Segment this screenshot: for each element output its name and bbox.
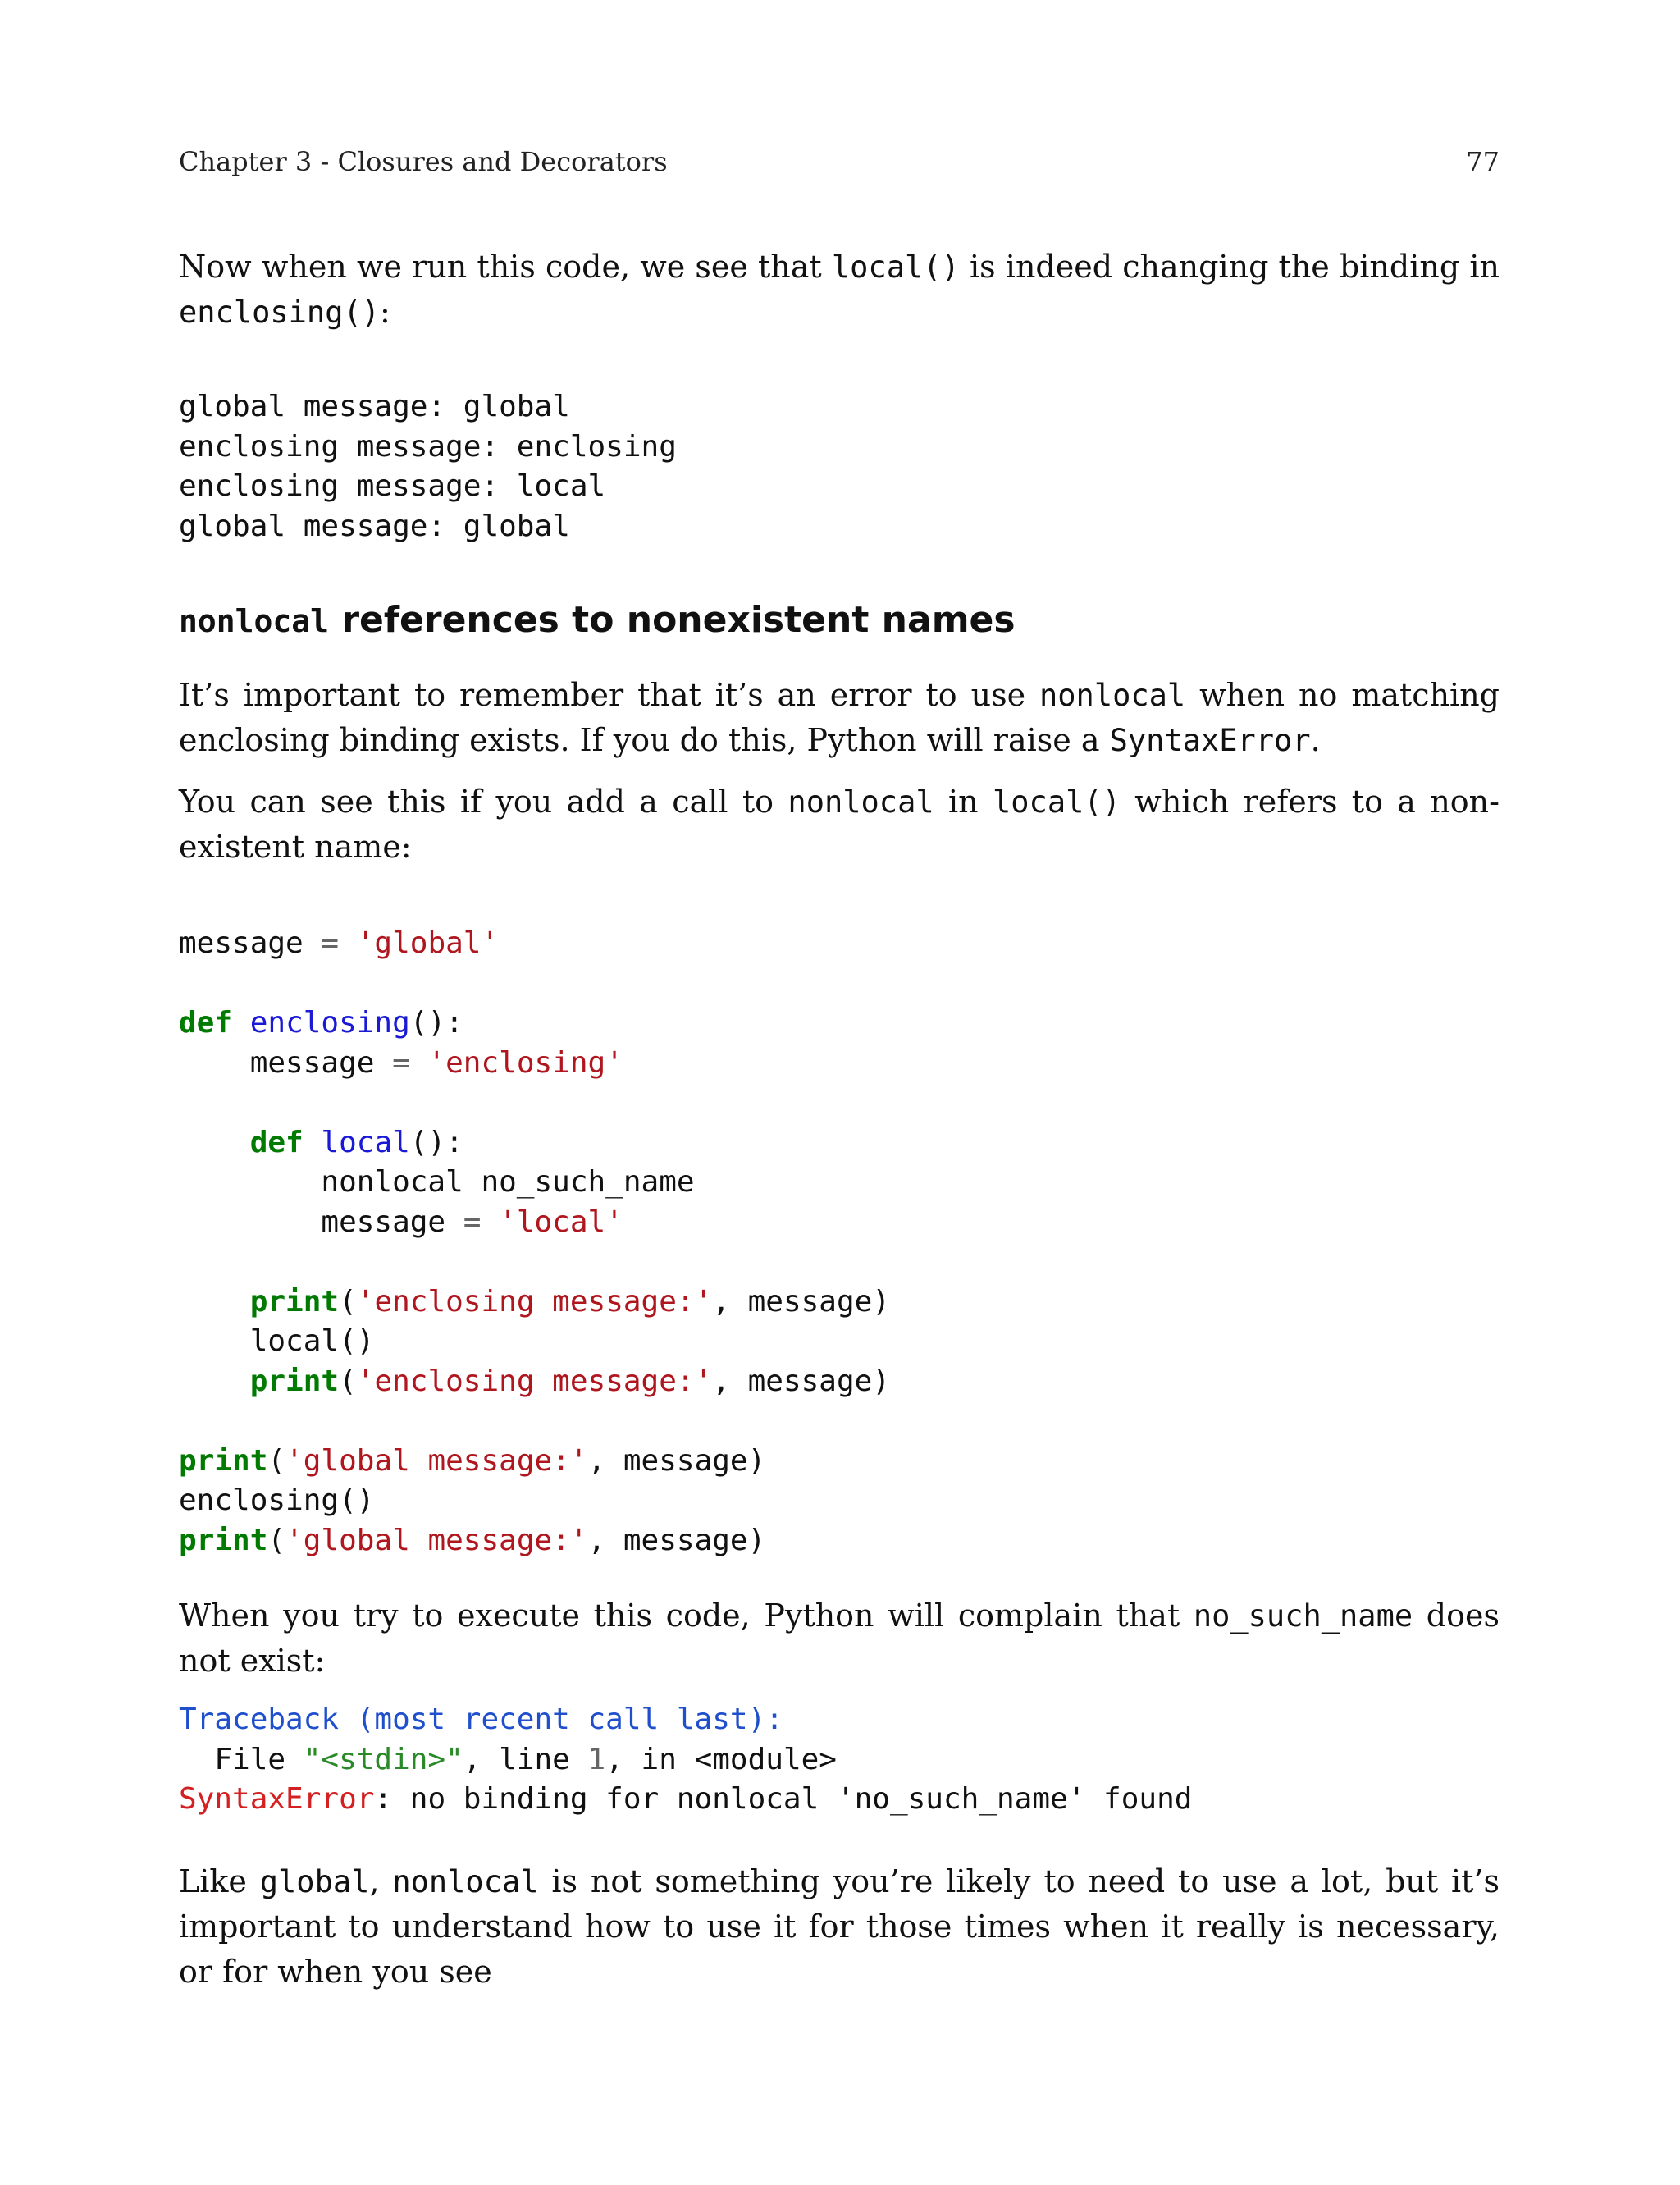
text-run: Now when we run this code, we see that	[179, 249, 832, 285]
heading-text: references to nonexistent names	[329, 599, 1016, 641]
traceback-file-line: File "<stdin>", line 1, in <module>	[179, 1742, 837, 1776]
text-run: is indeed changing the binding in	[959, 249, 1500, 285]
python-code-block	[179, 924, 890, 1561]
inline-code: local()	[993, 784, 1121, 820]
code-line: message = 'global'	[179, 926, 500, 960]
text-run: ,	[369, 1863, 393, 1899]
traceback-header: Traceback (most recent call last):	[179, 1703, 783, 1736]
inline-code: no_such_name	[1193, 1598, 1413, 1634]
code-line: local()	[179, 1324, 375, 1358]
text-run: Like	[179, 1863, 260, 1899]
page-number: 77	[1466, 146, 1500, 177]
code-line: print('enclosing message:', message)	[249, 1284, 890, 1319]
paragraph-4	[179, 1859, 1500, 1995]
code-line: enclosing()	[179, 1483, 375, 1517]
text-run: when no matching enclosing binding exists. If you do this, Python will raise a	[179, 677, 1500, 758]
traceback-block	[179, 1700, 1192, 1820]
code-line: def local():	[249, 1125, 463, 1159]
code-line: print('global message:', message)	[179, 1523, 766, 1557]
text-run: When you try to execute this code, Python will complain that	[179, 1598, 1194, 1634]
intro-paragraph	[179, 245, 1500, 335]
text-run: does not exist:	[179, 1598, 1500, 1679]
output-line: enclosing message: enclosing	[179, 429, 677, 464]
inline-code: global	[259, 1864, 370, 1899]
text-run: .	[1310, 722, 1321, 758]
code-line: def enclosing():	[179, 1006, 463, 1040]
code-line: nonlocal no_such_name	[179, 1165, 695, 1199]
paragraph-1	[179, 673, 1500, 763]
inline-code: SyntaxError	[1109, 723, 1311, 758]
text-run: It’s important to remember that it’s an error to use	[179, 677, 1039, 713]
heading-code: nonlocal	[179, 603, 330, 639]
code-line: print('global message:', message)	[179, 1443, 766, 1478]
inline-code: nonlocal	[788, 784, 934, 820]
inline-code: nonlocal	[392, 1864, 539, 1899]
chapter-title: Chapter 3 - Closures and Decorators	[179, 146, 668, 177]
text-run: which refers to a non-existent name:	[179, 784, 1500, 865]
text-run: You can see this if you add a call to	[179, 784, 788, 820]
paragraph-3	[179, 1593, 1500, 1684]
text-run: :	[380, 294, 390, 330]
text-run: in	[934, 784, 993, 820]
code-line: print('enclosing message:', message)	[249, 1364, 890, 1398]
code-line: message = 'local'	[179, 1204, 623, 1239]
output-line: enclosing message: local	[179, 469, 606, 503]
inline-code: local()	[831, 249, 960, 285]
inline-code: nonlocal	[1039, 678, 1186, 713]
output-block	[179, 387, 677, 546]
traceback-error-line: SyntaxError: no binding for nonlocal 'no_such_name' found	[179, 1782, 1193, 1816]
output-line: global message: global	[179, 509, 570, 543]
output-line: global message: global	[179, 390, 570, 423]
code-line: message = 'enclosing'	[179, 1045, 623, 1080]
text-run: is not something you’re likely to need to use a lot, but it’s important to understand how to use it for those times when it really is necessary, or for when you see	[179, 1863, 1500, 1990]
paragraph-2	[179, 779, 1500, 870]
inline-code: enclosing()	[179, 295, 381, 330]
section-heading	[179, 599, 1500, 641]
